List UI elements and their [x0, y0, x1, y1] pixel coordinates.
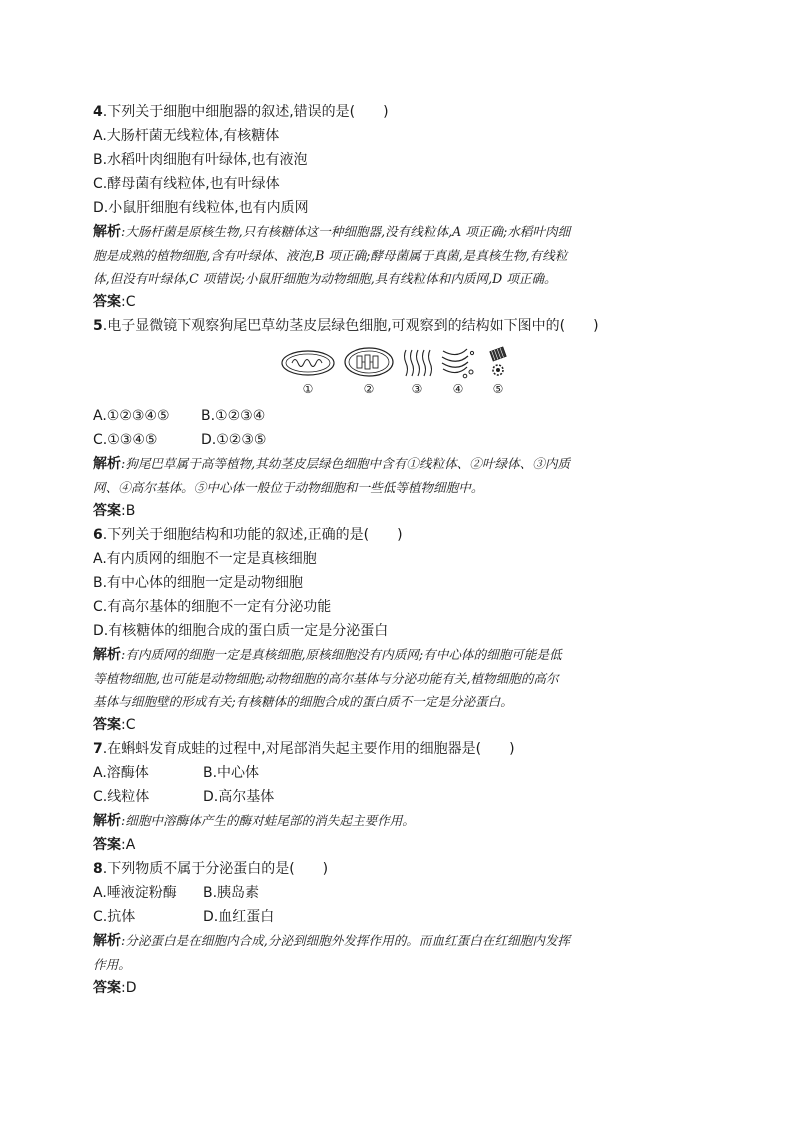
endoplasmic-reticulum-drawing [405, 350, 432, 376]
explanation-label: 解析 [93, 813, 121, 829]
option-a: A.①②③④⑤ [93, 408, 170, 424]
figure-label: ② [363, 382, 375, 396]
question-text: .下列关于细胞中细胞器的叙述,错误的是( ) [102, 104, 389, 120]
chloroplast-drawing [345, 348, 393, 376]
organelle-figure [93, 342, 703, 402]
answer-label: 答案 [93, 717, 121, 733]
figure-label: ① [302, 382, 314, 396]
question-text: .下列关于细胞结构和功能的叙述,正确的是( ) [102, 527, 403, 543]
question-number: 6 [93, 527, 103, 543]
question-stem [93, 314, 703, 338]
explanation-line: 网、④高尔基体。⑤中心体一般位于动物细胞和一些低等植物细胞中。 [93, 480, 484, 495]
explanation-line: 胞是成熟的植物细胞,含有叶绿体、液泡,B 项正确;酵母菌属于真菌,是真核生物,有线粒 [93, 248, 568, 263]
answer-label: 答案 [93, 294, 121, 310]
explanation [93, 643, 703, 713]
answer-value: :C [121, 717, 136, 733]
option-c: C.抗体 [93, 909, 136, 925]
option-c: C.线粒体 [93, 789, 150, 805]
answer [93, 976, 703, 1000]
option-a: A.有内质网的细胞不一定是真核细胞 [93, 551, 317, 567]
option-row [93, 404, 703, 428]
explanation-label: 解析 [93, 647, 121, 663]
answer [93, 290, 703, 314]
option-row [93, 428, 703, 452]
question-stem [93, 523, 703, 547]
explanation-line: 基体与细胞壁的形成有关;有核糖体的细胞合成的蛋白质不一定是分泌蛋白。 [93, 694, 513, 709]
explanation-line: 体,但没有叶绿体,C 项错误;小鼠肝细胞为动物细胞,具有线粒体和内质网,D 项正确。 [93, 271, 557, 286]
explanation [93, 220, 703, 290]
question-7 [93, 737, 703, 857]
explanation-label: 解析 [93, 456, 121, 472]
question-4 [93, 100, 703, 314]
question-text: .电子显微镜下观察狗尾巴草幼茎皮层绿色细胞,可观察到的结构如下图中的( ) [102, 318, 599, 334]
option-a: A.溶酶体 [93, 765, 149, 781]
question-stem [93, 737, 703, 761]
question-stem [93, 100, 703, 124]
option-d: D.有核糖体的细胞合成的蛋白质一定是分泌蛋白 [93, 623, 389, 639]
explanation-label: 解析 [93, 224, 121, 240]
explanation [93, 929, 703, 976]
option-row [93, 881, 703, 905]
answer [93, 499, 703, 523]
option-d: D.小鼠肝细胞有线粒体,也有内质网 [93, 200, 309, 216]
explanation [93, 452, 703, 499]
option-c: C.有高尔基体的细胞不一定有分泌功能 [93, 599, 332, 615]
option-d: D.血红蛋白 [203, 909, 275, 925]
explanation [93, 809, 703, 833]
question-text: .下列物质不属于分泌蛋白的是( ) [102, 861, 329, 877]
explanation-line: 作用。 [93, 957, 131, 972]
question-number: 8 [93, 861, 103, 877]
answer-value: :B [121, 503, 136, 519]
question-number: 5 [93, 318, 103, 334]
option-b: B.胰岛素 [203, 885, 260, 901]
option-c: C.①③④⑤ [93, 432, 158, 448]
answer [93, 713, 703, 737]
option-row [93, 761, 703, 785]
option-row [93, 905, 703, 929]
question-8 [93, 857, 703, 1000]
option-b: B.水稻叶肉细胞有叶绿体,也有液泡 [93, 152, 308, 168]
option-c: C.酵母菌有线粒体,也有叶绿体 [93, 176, 280, 192]
organelle-drawings [93, 342, 703, 384]
explanation-line: :大肠杆菌是原核生物,只有核糖体这一种细胞器,没有线粒体,A 项正确;水稻叶肉细 [121, 224, 571, 239]
question-number: 4 [93, 104, 103, 120]
option-a: A.唾液淀粉酶 [93, 885, 177, 901]
answer-value: :A [121, 837, 136, 853]
option-row [93, 785, 703, 809]
question-text: .在蝌蚪发育成蛙的过程中,对尾部消失起主要作用的细胞器是( ) [102, 741, 515, 757]
option-b: B.有中心体的细胞一定是动物细胞 [93, 575, 304, 591]
option-b: B.中心体 [203, 765, 260, 781]
explanation-line: :狗尾巴草属于高等植物,其幼茎皮层绿色细胞中含有①线粒体、②叶绿体、③内质 [121, 456, 571, 471]
question-5 [93, 314, 703, 523]
answer [93, 833, 703, 857]
explanation-line: :细胞中溶酶体产生的酶对蛙尾部的消失起主要作用。 [121, 813, 415, 828]
figure-label: ④ [452, 382, 464, 396]
explanation-line: 等植物细胞,也可能是动物细胞;动物细胞的高尔基体与分泌功能有关,植物细胞的高尔 [93, 671, 559, 686]
centrosome-drawing [490, 347, 507, 375]
golgi-apparatus-drawing [442, 349, 474, 378]
option-b: B.①②③④ [201, 408, 266, 424]
answer-value: :D [121, 980, 137, 996]
option-a: A.大肠杆菌无线粒体,有核糖体 [93, 128, 280, 144]
mitochondrion-drawing [282, 351, 334, 375]
explanation-line: :有内质网的细胞一定是真核细胞,原核细胞没有内质网;有中心体的细胞可能是低 [121, 647, 562, 662]
answer-label: 答案 [93, 980, 121, 996]
option-d: D.①②③⑤ [201, 432, 267, 448]
figure-label: ⑤ [492, 382, 504, 396]
answer-label: 答案 [93, 503, 121, 519]
option-d: D.高尔基体 [203, 789, 275, 805]
question-6 [93, 523, 703, 737]
document-page [93, 100, 703, 1000]
question-stem [93, 857, 703, 881]
answer-value: :C [121, 294, 136, 310]
explanation-label: 解析 [93, 933, 121, 949]
question-number: 7 [93, 741, 103, 757]
figure-label: ③ [411, 382, 423, 396]
explanation-line: :分泌蛋白是在细胞内合成,分泌到细胞外发挥作用的。而血红蛋白在红细胞内发挥 [121, 933, 571, 948]
answer-label: 答案 [93, 837, 121, 853]
